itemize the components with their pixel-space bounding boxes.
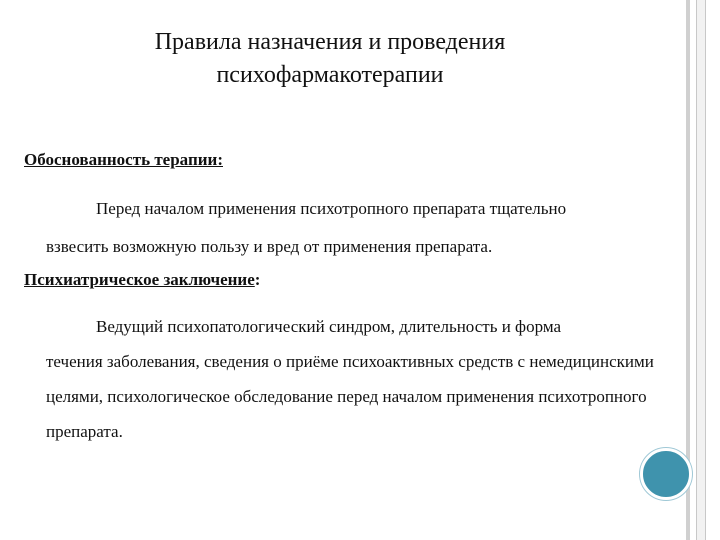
section-heading-text: Обоснованность терапии: [24, 150, 223, 169]
section-heading-text: Психиатрическое заключение [24, 270, 255, 289]
slide-frame-border [696, 0, 706, 540]
section-heading-psychiatric [24, 270, 260, 290]
paragraph-first-line: Перед началом применения психотропного препарата тщательно [96, 199, 567, 218]
section-paragraph-psychiatric [46, 309, 666, 449]
section-heading-colon: : [254, 270, 261, 289]
section-paragraph-justification [46, 190, 666, 266]
paragraph-first-line: Ведущий психопатологический синдром, длительность и форма [96, 317, 562, 336]
slide-title [60, 26, 600, 92]
decorative-circle [640, 448, 692, 500]
title-line-2: психофармакотерапии [216, 62, 444, 88]
title-line-1: Правила назначения и проведения [154, 29, 506, 55]
paragraph-continuation: течения заболевания, сведения о приёме психоактивных средств с немедицинскими целями, психологическое обследование перед началом применения психотропного препарата. [46, 352, 654, 441]
section-heading-justification [24, 150, 223, 170]
paragraph-continuation: взвесить возможную пользу и вред от применения препарата. [46, 237, 493, 256]
